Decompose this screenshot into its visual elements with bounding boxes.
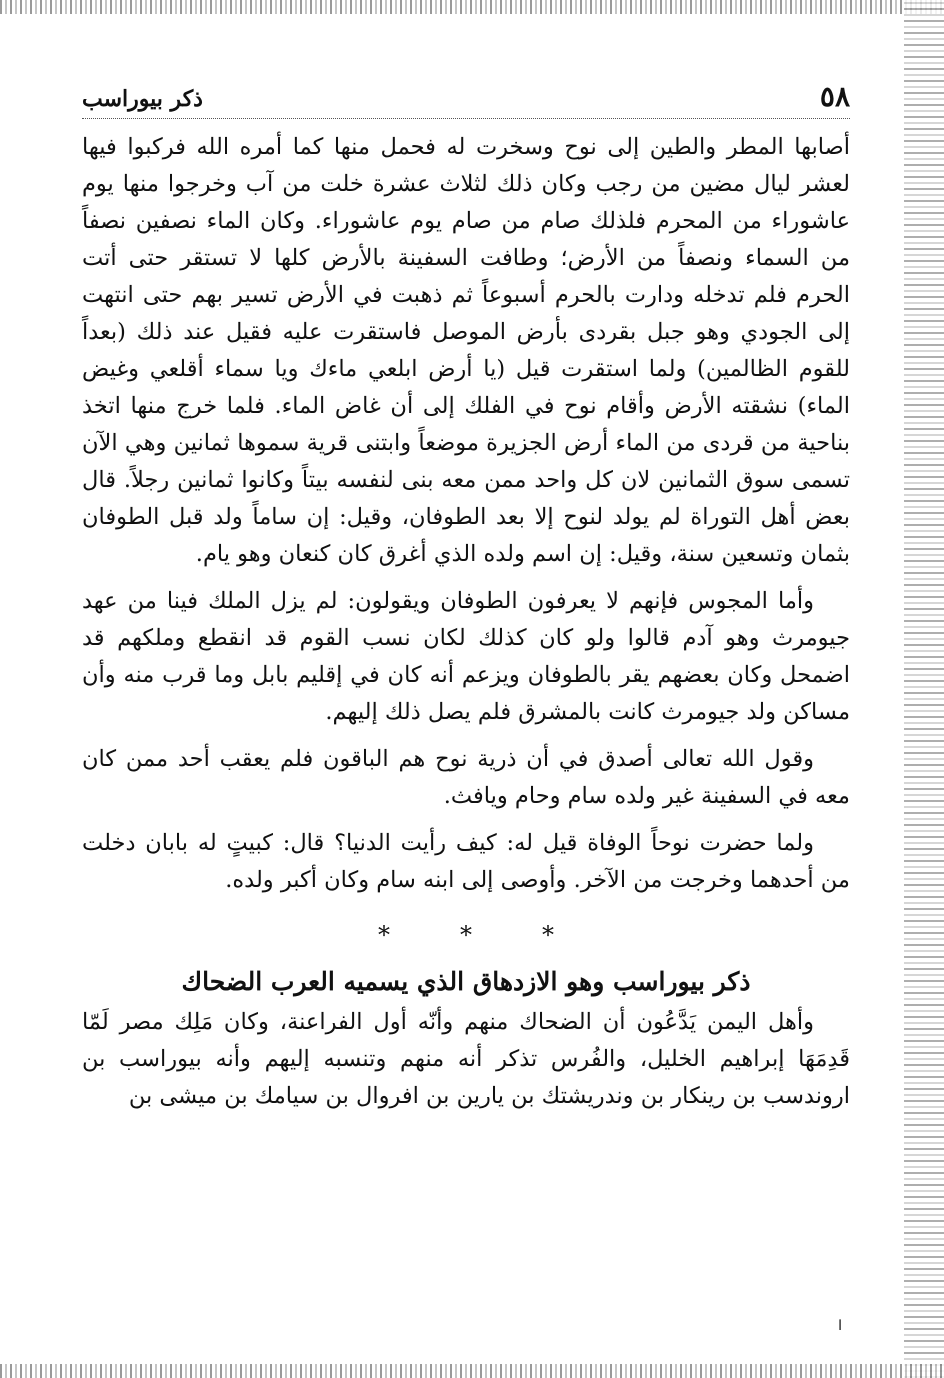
- body-paragraph: وأما المجوس فإنهم لا يعرفون الطوفان ويقولون: لم يزل الملك فينا من عهد جيومرث وهو آدم قالوا ولو كان كذلك لكان نسب القوم قد انقطع وملكهم قد اضمحل وكان بعضهم يقر بالطوفان ويزعم أنه كان في إقليم بابل وما قرب منه وأن مساكن ولد جيومرث كانت بالمشرق فلم يصل ذلك إليهم.: [82, 588, 850, 725]
- decorative-border-top: [0, 0, 944, 14]
- separator-star: *: [542, 921, 554, 949]
- decorative-border-right: [904, 0, 944, 1378]
- footer-mark: ا: [838, 1318, 842, 1334]
- book-page: [82, 80, 850, 1360]
- running-head: [82, 80, 850, 119]
- section-heading: ذكر بيوراسب وهو الازدهاق الذي يسميه العرب الضحاك: [181, 967, 751, 996]
- body-paragraph: ولما حضرت نوحاً الوفاة قيل له: كيف رأيت الدنيا؟ قال: كبيتٍ له بابان دخلت من أحدهما وخرجت من الآخر. وأوصى إلى ابنه سام وكان أكبر ولده.: [82, 830, 850, 893]
- body-paragraph: وقول الله تعالى أصدق في أن ذرية نوح هم الباقون فلم يعقب أحد ممن كان معه في السفينة غير ولده سام وحام ويافث.: [82, 746, 850, 809]
- separator-star: *: [460, 921, 472, 949]
- body-paragraph: وأهل اليمن يَدَّعُون أن الضحاك منهم وأنّه أول الفراعنة، وكان مَلِك مصر لَمّا قَدِمَهَا إبراهيم الخليل، والفُرس تذكر أنه منهم وتنسبه إليهم وأنه بيوراسب بن اروندسب بن رينكار بن وندريشتك بن يارين بن افروال بن سيامك بن ميشى بن: [82, 1009, 850, 1109]
- page-number: ٥٨: [819, 80, 850, 113]
- body-paragraph: أصابها المطر والطين إلى نوح وسخرت له فحمل منها كما أمره الله فركبوا فيها لعشر ليال مضين من رجب وكان ذلك لثلاث عشرة خلت من آب وخرجوا منها يوم عاشوراء من المحرم فلذلك صام من صام يوم عاشوراء. وكان الماء نصفين نصفاً من السماء ونصفاً من الأرض؛ وطافت السفينة بالأرض كلها لا تستقر حتى أتت الحرم فلم تدخله ودارت بالحرم أسبوعاً ثم ذهبت في الأرض تسير بهم حتى انتهت إلى الجودي وهو جبل بقردى بأرض الموصل فاستقرت عليه فقيل عند ذلك (بعداً للقوم الظالمين) ولما استقرت قيل (يا أرض ابلعي ماءك ويا سماء أقلعي وغيض الماء) نشقته الأرض وأقام نوح في الفلك إلى أن غاض الماء. فلما خرج منها اتخذ بناحية من قردى من الماء أرض الجزيرة موضعاً وابتنى قرية سموها ثمانين وهي الآن تسمى سوق الثمانين لان كل واحد ممن معه بنى لنفسه بيتاً وكانوا ثمانين رجلاً. قال بعض أهل التوراة لم يولد لنوح إلا بعد الطوفان، وقيل: إن ساماً ولد قبل الطوفان بثمان وتسعين سنة، وقيل: إن اسم ولده الذي أغرق كان كنعان وهو يام.: [82, 134, 850, 567]
- section-separator: [82, 921, 850, 949]
- decorative-border-bottom: [0, 1364, 944, 1378]
- running-head-title: ذكر بيوراسب: [82, 86, 203, 112]
- separator-star: *: [378, 921, 390, 949]
